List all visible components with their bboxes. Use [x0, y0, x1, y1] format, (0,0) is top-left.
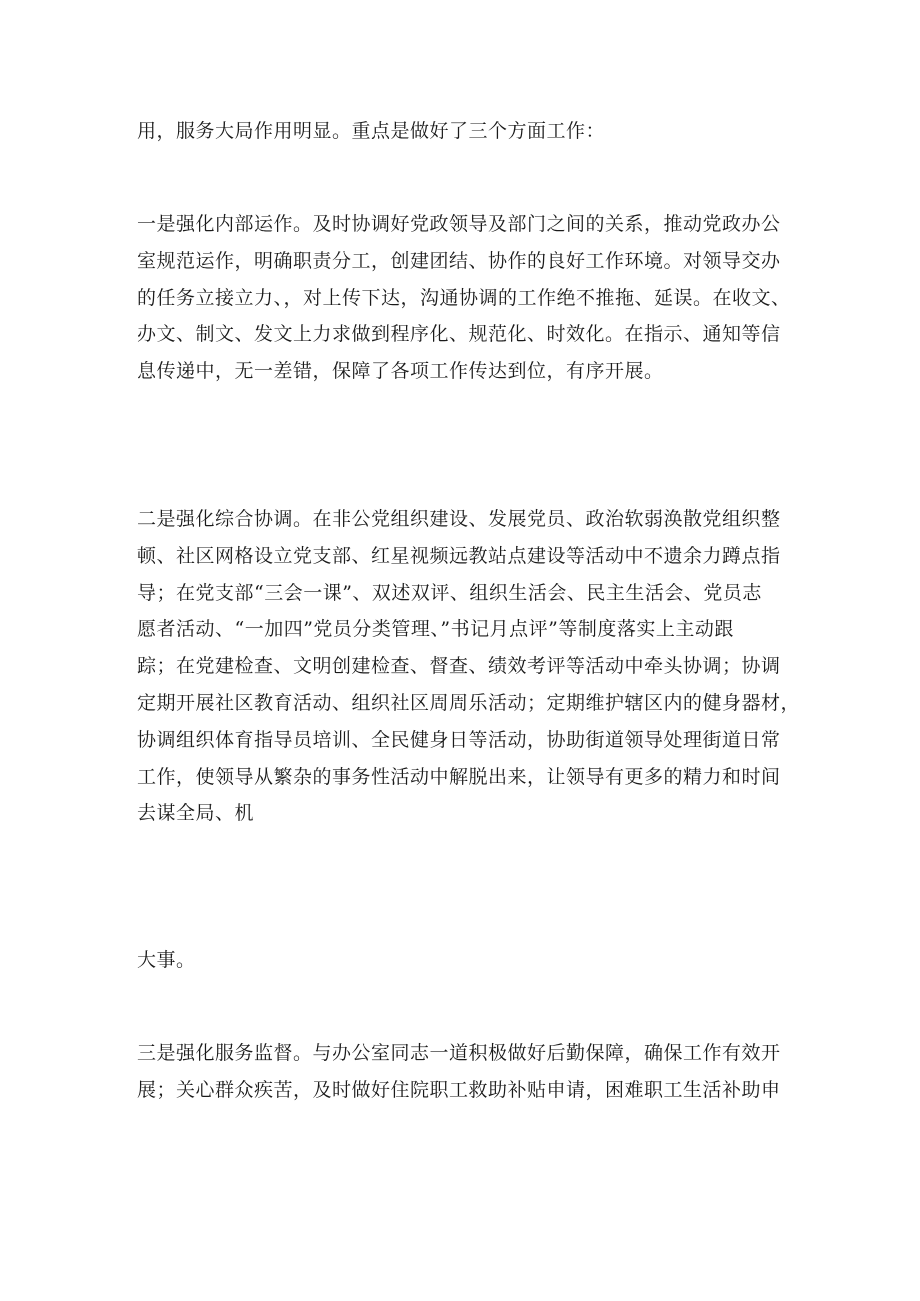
paragraph-continuation: [137, 942, 790, 979]
text-line: 踪；在党建检查、文明创建检查、督查、绩效考评等活动中牵头协调；协调: [137, 655, 781, 678]
text-line: 愿者活动、“一加四”党员分类管理、”书记月点评”等制度落实上主动跟: [137, 618, 734, 641]
text-line: 三是强化服务监督。与办公室同志一道积极做好后勤保障，确保工作有效开: [137, 1042, 781, 1064]
text-line: 大事。: [137, 949, 196, 971]
text-line: 用，服务大局作用明显。重点是做好了三个方面工作：: [137, 120, 606, 142]
paragraph-internal-operation: [137, 206, 790, 390]
paragraph-intro: [137, 113, 790, 150]
paragraph-comprehensive-coordination: [137, 501, 801, 832]
text-line: 一是强化内部运作。及时协调好党政领导及部门之间的关系，推动党政办公: [137, 213, 781, 235]
paragraph-service-supervision: [137, 1035, 790, 1109]
text-line: 息传递中，无一差错，保障了各项工作传达到位，有序开展。: [137, 360, 664, 383]
text-line: 协调组织体育指导员培训、全民健身日等活动，协助街道领导处理街道日常: [137, 728, 781, 751]
text-line: 顿、社区网格设立党支部、红星视频远教站点建设等活动中不遗余力蹲点指: [137, 544, 781, 567]
text-line: 去谋全局、机: [137, 802, 255, 825]
text-line: 导；在党支部“三会一课”、双述双评、组织生活会、民主生活会、党员志: [137, 581, 762, 604]
text-line: 办文、制文、发文上力求做到程序化、规范化、时效化。在指示、通知等信: [137, 323, 781, 346]
text-line: 二是强化综合协调。在非公党组织建设、发展党员、政治软弱涣散党组织整: [137, 508, 781, 530]
text-line: 室规范运作，明确职责分工，创建团结、协作的良好工作环境。对领导交办: [137, 249, 781, 272]
text-line: 的任务立接立力、，对上传下达，沟通协调的工作绝不推拖、延误。在收文、: [137, 286, 791, 309]
text-line: 展；关心群众疾苦，及时做好住院职工救助补贴申请，困难职工生活补助申: [137, 1078, 781, 1101]
text-line: 定期开展社区教育活动、组织社区周周乐活动；定期维护辖区内的健身器材，: [137, 691, 801, 714]
text-line: 工作，使领导从繁杂的事务性活动中解脱出来，让领导有更多的精力和时间: [137, 765, 781, 788]
